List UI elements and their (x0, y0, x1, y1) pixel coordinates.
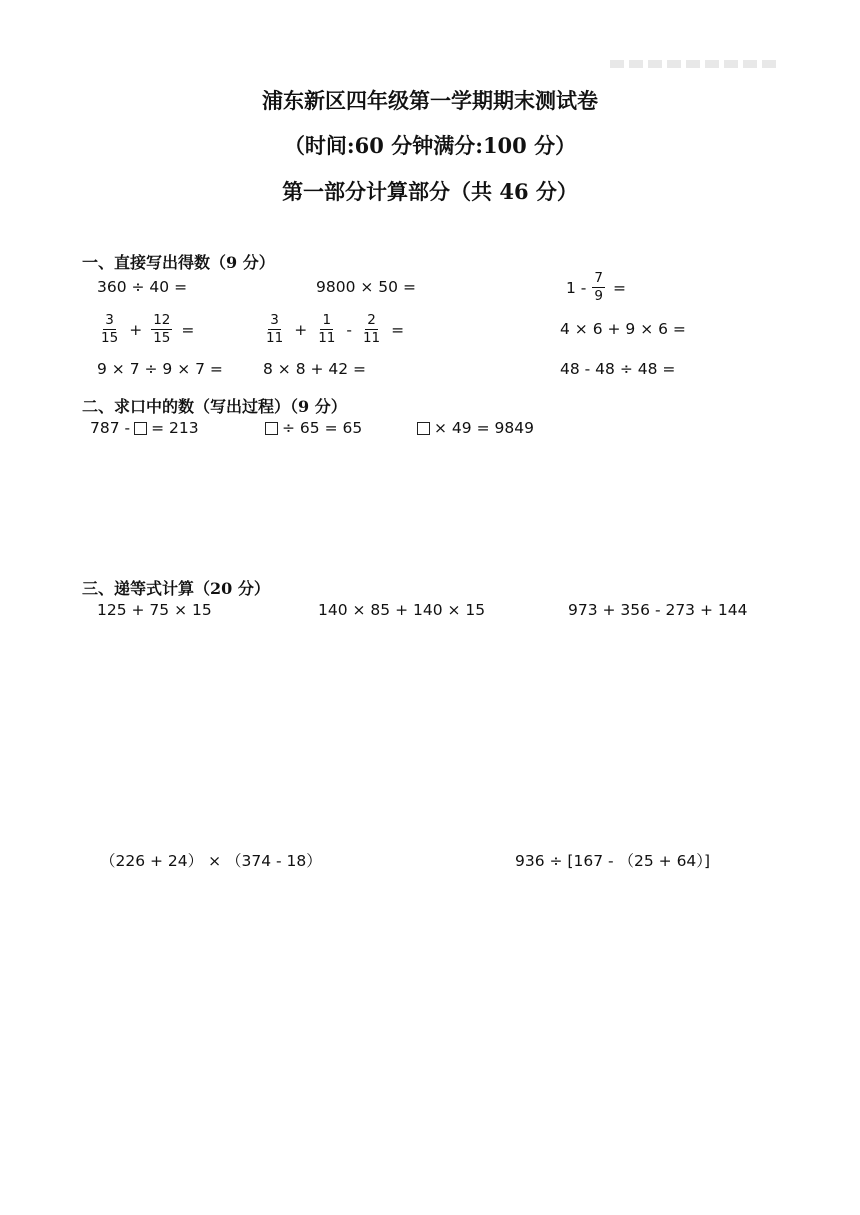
denominator: 15 (101, 330, 119, 346)
problem-1-7: 9 × 7 ÷ 9 × 7 = (97, 360, 223, 378)
problem-3-3: 973 + 356 - 273 + 144 (568, 601, 748, 619)
equation-left: 787 - (90, 419, 131, 437)
faded-header-mark (610, 60, 778, 68)
problem-1-9: 48 - 48 ÷ 48 = (560, 360, 676, 378)
operator: - (346, 320, 352, 339)
section-3-heading: 三、递等式计算（20 分） (82, 579, 270, 598)
problem-1-3-lead: 1 - (566, 278, 587, 297)
problem-3-1: 125 + 75 × 15 (97, 601, 212, 619)
denominator: 11 (362, 330, 381, 346)
part-heading: 第一部分计算部分（共 46 分） (282, 179, 578, 204)
denominator: 15 (153, 330, 171, 346)
problem-1-2: 9800 × 50 = (316, 278, 416, 296)
equation-right: = 213 (151, 419, 199, 437)
blank-box (134, 422, 147, 435)
fraction (99, 313, 120, 346)
problem-1-3 (566, 271, 626, 304)
equals-sign: = (612, 278, 626, 297)
equals-sign: = (181, 320, 195, 339)
problem-2-1 (90, 419, 199, 437)
problem-3-5: 936 ÷ [167 - （25 + 64）] (515, 852, 711, 870)
fraction (264, 313, 285, 346)
problem-1-6: 4 × 6 + 9 × 6 = (560, 320, 686, 338)
problem-1-8: 8 × 8 + 42 = (263, 360, 367, 378)
section-1-heading: 一、直接写出得数（9 分） (82, 253, 275, 272)
problem-3-4: （226 + 24） × （374 - 18） (100, 852, 322, 870)
numerator: 12 (153, 312, 171, 328)
problem-1-4 (97, 313, 201, 346)
exam-title: 浦东新区四年级第一学期期末测试卷 (262, 88, 598, 113)
operator: + (129, 320, 143, 339)
blank-box (265, 422, 278, 435)
numerator: 7 (594, 270, 603, 286)
numerator: 1 (322, 312, 332, 328)
fraction (361, 313, 382, 346)
denominator: 9 (594, 288, 603, 304)
fraction (592, 271, 605, 304)
equation-right: × 49 = 9849 (434, 419, 534, 437)
exam-subtitle: （时间:60 分钟满分:100 分） (283, 133, 577, 158)
problem-2-3 (413, 419, 534, 437)
denominator: 11 (318, 330, 336, 346)
fraction (151, 313, 172, 346)
numerator: 2 (367, 312, 376, 328)
operator: + (294, 320, 308, 339)
section-2-heading: 二、求口中的数（写出过程）（9 分） (82, 397, 347, 416)
problem-2-2 (261, 419, 362, 437)
problem-1-5 (262, 313, 411, 346)
denominator: 11 (266, 330, 284, 346)
equals-sign: = (391, 320, 405, 339)
fraction (316, 313, 337, 346)
blank-box (417, 422, 430, 435)
problem-1-1: 360 ÷ 40 = (97, 278, 188, 296)
numerator: 3 (270, 312, 279, 328)
numerator: 3 (105, 312, 114, 328)
problem-3-2: 140 × 85 + 140 × 15 (318, 601, 486, 619)
equation-right: ÷ 65 = 65 (282, 419, 363, 437)
